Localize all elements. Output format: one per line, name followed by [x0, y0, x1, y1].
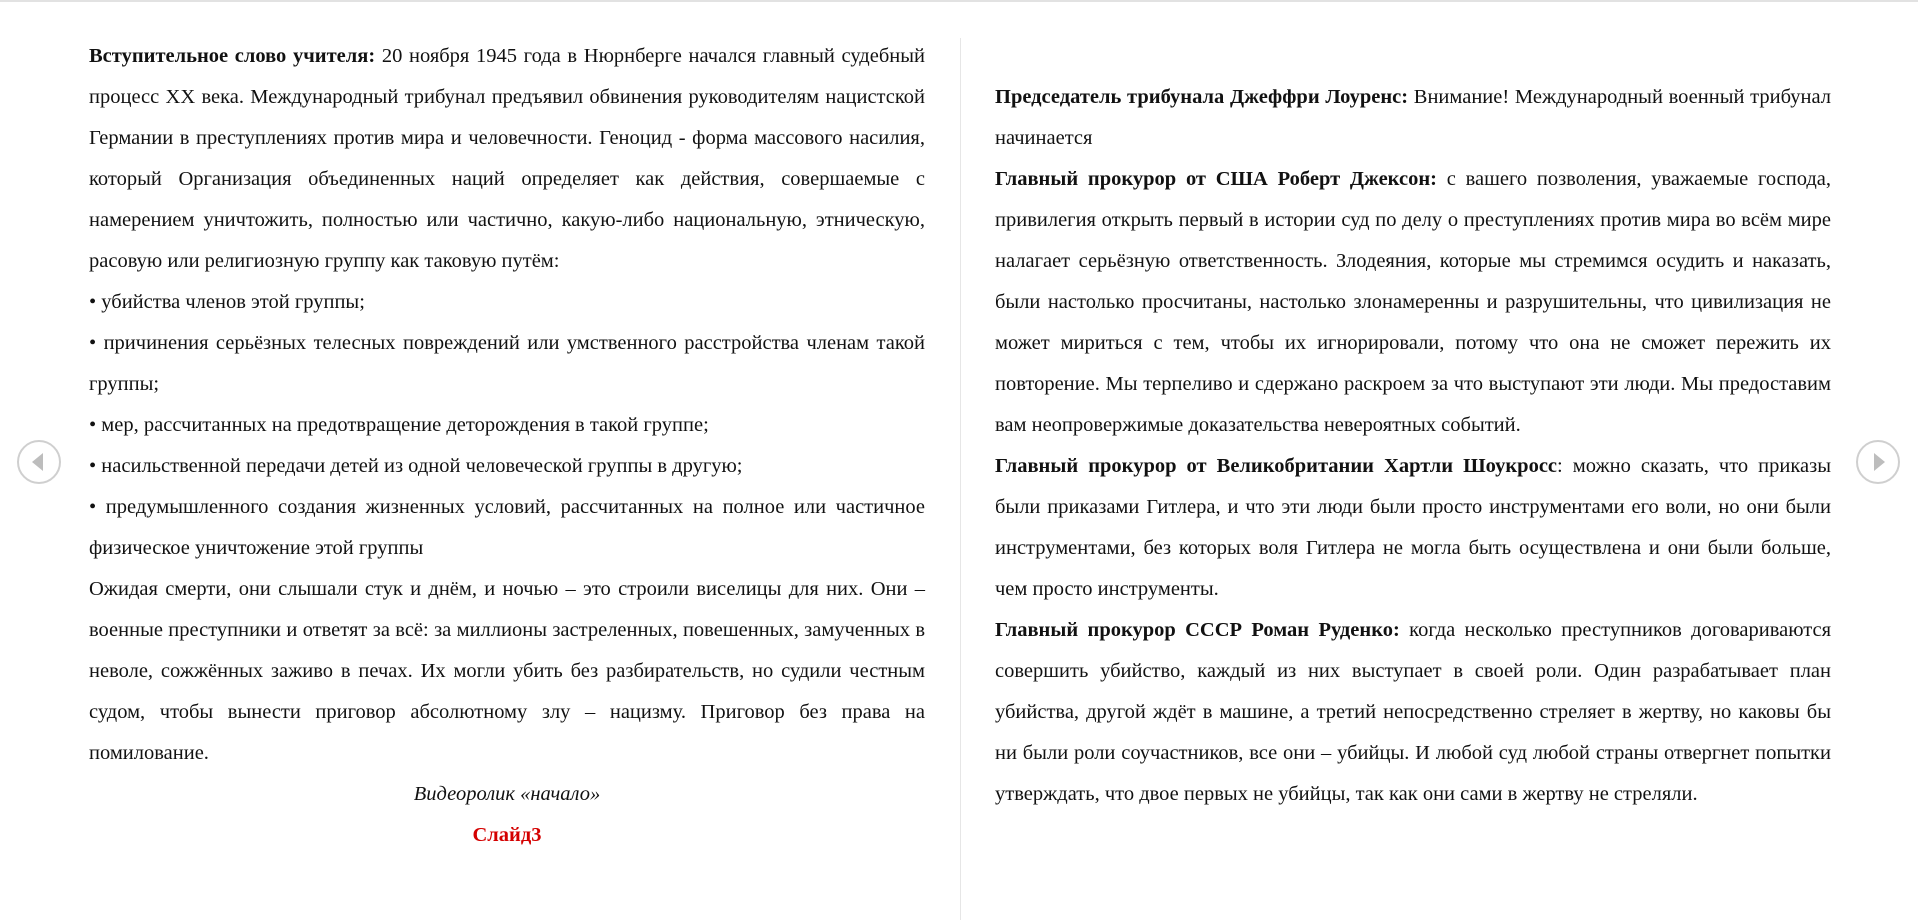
speech-paragraph: [995, 77, 1831, 159]
bullet-item: • предумышленного создания жизненных условий, рассчитанных на полное или частичное физическое уничтожение этой группы: [89, 496, 925, 559]
intro-paragraph: [89, 36, 925, 282]
speaker-label: Главный прокурор от Великобритании Хартли Шоукросс: [995, 455, 1558, 477]
bullet-item: • насильственной передачи детей из одной человеческой группы в другую;: [89, 455, 743, 477]
bullet-item: • причинения серьёзных телесных повреждений или умственного расстройства членам такой группы;: [89, 332, 925, 395]
page-divider: [960, 38, 961, 920]
left-page: [89, 36, 925, 856]
intro-label: Вступительное слово учителя:: [89, 45, 376, 67]
bullet-item: • мер, рассчитанных на предотвращение деторождения в такой группе;: [89, 414, 709, 436]
chevron-right-icon: [1858, 442, 1898, 482]
slide-label: Слайд3: [472, 824, 542, 846]
speech-text: Внимание! Международный военный трибунал начинается: [995, 86, 1831, 149]
speech-paragraph: [995, 159, 1831, 446]
chevron-left-icon: [19, 442, 59, 482]
next-page-button[interactable]: [1856, 440, 1900, 484]
right-page: [995, 77, 1831, 815]
intro-text: 20 ноября 1945 года в Нюрнберге начался главный судебный процесс XX века. Международный трибунал предъявил обвинения руководителям нацистской Германии в преступлениях против мира и человечности. Геноцид - форма массового насилия, который Организация объединенных наций определяет как действия, совершаемые с намерением уничтожить, полностью или частично, какую-либо национальную, этническую, расовую или религиозную группу как таковую путём:: [89, 45, 925, 272]
speaker-label: Главный прокурор СССР Роман Руденко:: [995, 619, 1400, 641]
speaker-label: Главный прокурор от США Роберт Джексон:: [995, 168, 1437, 190]
speech-text: с вашего позволения, уважаемые господа, привилегия открыть первый в истории суд по делу о преступлениях против мира во всём мире налагает серьёзную ответственность. Злодеяния, которые мы стремимся осудить и наказать, были настолько просчитаны, настолько злонамеренны и разрушительны, что цивилизация не может мириться с тем, чтобы их игнорировали, потому что она не сможет пережить их повторение. Мы терпеливо и сдержано раскроем за что выступают эти люди. Мы предоставим вам неопровержимые доказательства невероятных событий.: [995, 168, 1832, 436]
previous-page-button[interactable]: [17, 440, 61, 484]
speech-paragraph: [995, 610, 1831, 815]
speech-paragraph: [995, 446, 1831, 610]
speech-text: : можно сказать, что приказы были приказами Гитлера, и что эти люди были просто инструментами его воли, но они были инструментами, без которых воля Гитлера не могла быть осуществлена и они были больше, чем просто инструменты.: [995, 455, 1831, 600]
video-caption: Видеоролик «начало»: [413, 783, 601, 805]
speaker-label: Председатель трибунала Джеффри Лоуренс:: [995, 86, 1409, 108]
bullet-item: • убийства членов этой группы;: [89, 291, 365, 313]
speech-text: когда несколько преступников договариваются совершить убийство, каждый из них выступает в своей роли. Один разрабатывает план убийства, другой ждёт в машине, а третий непосредственно стреляет в жертву, но каковы бы ни были роли соучастников, все они – убийцы. И любой суд любой страны отвергнет попытки утверждать, что двое первых не убийцы, так как они сами в жертву не стреляли.: [995, 619, 1831, 805]
closing-paragraph: Ожидая смерти, они слышали стук и днём, и ночью – это строили виселицы для них. Они – военные преступники и ответят за всё: за миллионы застреленных, повешенных, замученных в неволе, сожжённых заживо в печах. Их могли убить без разбирательств, но судили честным судом, чтобы вынести приговор абсолютному злу – нацизму. Приговор без права на помилование.: [89, 578, 925, 764]
